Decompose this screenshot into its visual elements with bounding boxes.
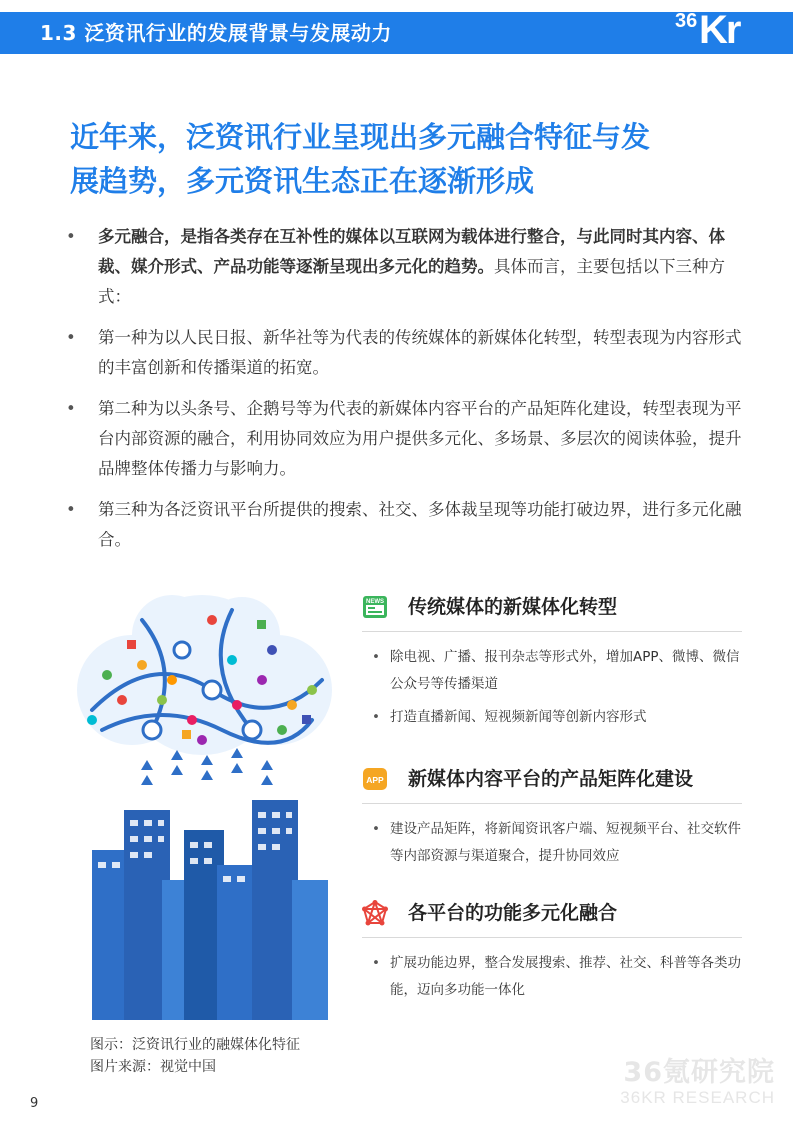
bullet-text: 第三种为各泛资讯平台所提供的搜索、社交、多体裁呈现等功能打破边界，进行多元化融合。 bbox=[98, 500, 742, 549]
icon-cloud bbox=[77, 595, 332, 755]
header-bar bbox=[0, 8, 793, 54]
feature-traditional-media bbox=[362, 588, 742, 737]
figure-caption bbox=[90, 1034, 300, 1078]
bullet-item bbox=[62, 394, 742, 484]
bullet-dot: • bbox=[66, 328, 76, 347]
feature-header bbox=[362, 760, 742, 804]
36kr-logo bbox=[675, 8, 783, 60]
city-skyline bbox=[92, 800, 328, 1020]
feature-list-item bbox=[362, 950, 742, 1004]
headline-line-1: 近年来，泛资讯行业呈现出多元融合特征与发 bbox=[70, 120, 651, 154]
headline-line-2: 展趋势，多元资讯生态正在逐渐形成 bbox=[70, 164, 535, 198]
feature-list-item bbox=[362, 816, 742, 870]
feature-item-text: 除电视、广播、报刊杂志等形式外，增加APP、微博、微信公众号等传播渠道 bbox=[390, 649, 740, 692]
feature-header bbox=[362, 894, 742, 938]
app-icon bbox=[362, 766, 388, 792]
bullet-dot: • bbox=[66, 227, 76, 246]
app-icon-label: APP bbox=[366, 775, 384, 785]
bullet-text: 第二种为以头条号、企鹅号等为代表的新媒体内容平台的产品矩阵化建设，转型表现为平台内部资源的融合，利用协同效应为用户提供多元化、多场景、多层次的阅读体验，提升品牌整体传播力与影响力。 bbox=[98, 399, 742, 478]
page-number: 9 bbox=[30, 1096, 39, 1111]
bullet-dot: • bbox=[66, 399, 76, 418]
bullet-dot: • bbox=[372, 955, 380, 971]
bullet-text: 第一种为以人民日报、新华社等为代表的传统媒体的新媒体化转型，转型表现为内容形式的丰富创新和传播渠道的拓宽。 bbox=[98, 328, 742, 377]
caption-source: 图片来源：视觉中国 bbox=[90, 1059, 216, 1075]
illustration-svg bbox=[62, 580, 342, 1030]
feature-list-item bbox=[362, 704, 742, 731]
watermark-line-1: 36氪研究院 bbox=[623, 1057, 775, 1088]
feature-content-platform bbox=[362, 760, 742, 876]
logo-number: 36 bbox=[675, 10, 698, 32]
section-title: 1.3 泛资讯行业的发展背景与发展动力 bbox=[40, 21, 392, 45]
feature-list bbox=[362, 632, 742, 731]
bullet-item bbox=[62, 323, 742, 383]
page-headline bbox=[70, 115, 750, 203]
feature-list bbox=[362, 804, 742, 870]
watermark-line-2: 36KR RESEARCH bbox=[620, 1088, 775, 1107]
bullet-list bbox=[62, 222, 742, 566]
network-icon bbox=[362, 900, 388, 926]
feature-item-text: 建设产品矩阵，将新闻资讯客户端、短视频平台、社交软件等内部资源与渠道聚合，提升协同效应 bbox=[390, 821, 741, 864]
feature-title: 新媒体内容平台的产品矩阵化建设 bbox=[408, 768, 694, 790]
feature-list-item bbox=[362, 644, 742, 698]
bullet-bold-text: 多元融合，是指各类存在互补性的媒体以互联网为载体进行整合，与此同时其内容、体裁、媒介形式、产品功能等逐渐呈现出多元化的趋势。 bbox=[98, 227, 725, 276]
news-icon bbox=[362, 594, 388, 620]
feature-item-text: 打造直播新闻、短视频新闻等创新内容形式 bbox=[390, 709, 647, 725]
bullet-item bbox=[62, 222, 742, 312]
bullet-dot: • bbox=[372, 709, 380, 725]
feature-item-text: 扩展功能边界，整合发展搜索、推荐、社交、科普等各类功能，迈向多功能一体化 bbox=[390, 955, 741, 998]
bullet-item bbox=[62, 495, 742, 555]
media-cloud-city-illustration bbox=[62, 580, 342, 1030]
news-icon-label: NEWS bbox=[366, 599, 384, 605]
bullet-dot: • bbox=[372, 821, 380, 837]
feature-header bbox=[362, 588, 742, 632]
feature-function-fusion bbox=[362, 894, 742, 1010]
36kr-research-watermark bbox=[620, 1058, 775, 1108]
caption-title: 图示：泛资讯行业的融媒体化特征 bbox=[90, 1037, 300, 1053]
logo-kr: Kr bbox=[699, 8, 740, 52]
feature-title: 各平台的功能多元化融合 bbox=[408, 902, 618, 924]
bullet-dot: • bbox=[66, 500, 76, 519]
bullet-text: 具体而言，主要包括以下三种方式： bbox=[98, 257, 725, 306]
feature-title: 传统媒体的新媒体化转型 bbox=[408, 596, 618, 618]
bullet-dot: • bbox=[372, 649, 380, 665]
feature-list bbox=[362, 938, 742, 1004]
